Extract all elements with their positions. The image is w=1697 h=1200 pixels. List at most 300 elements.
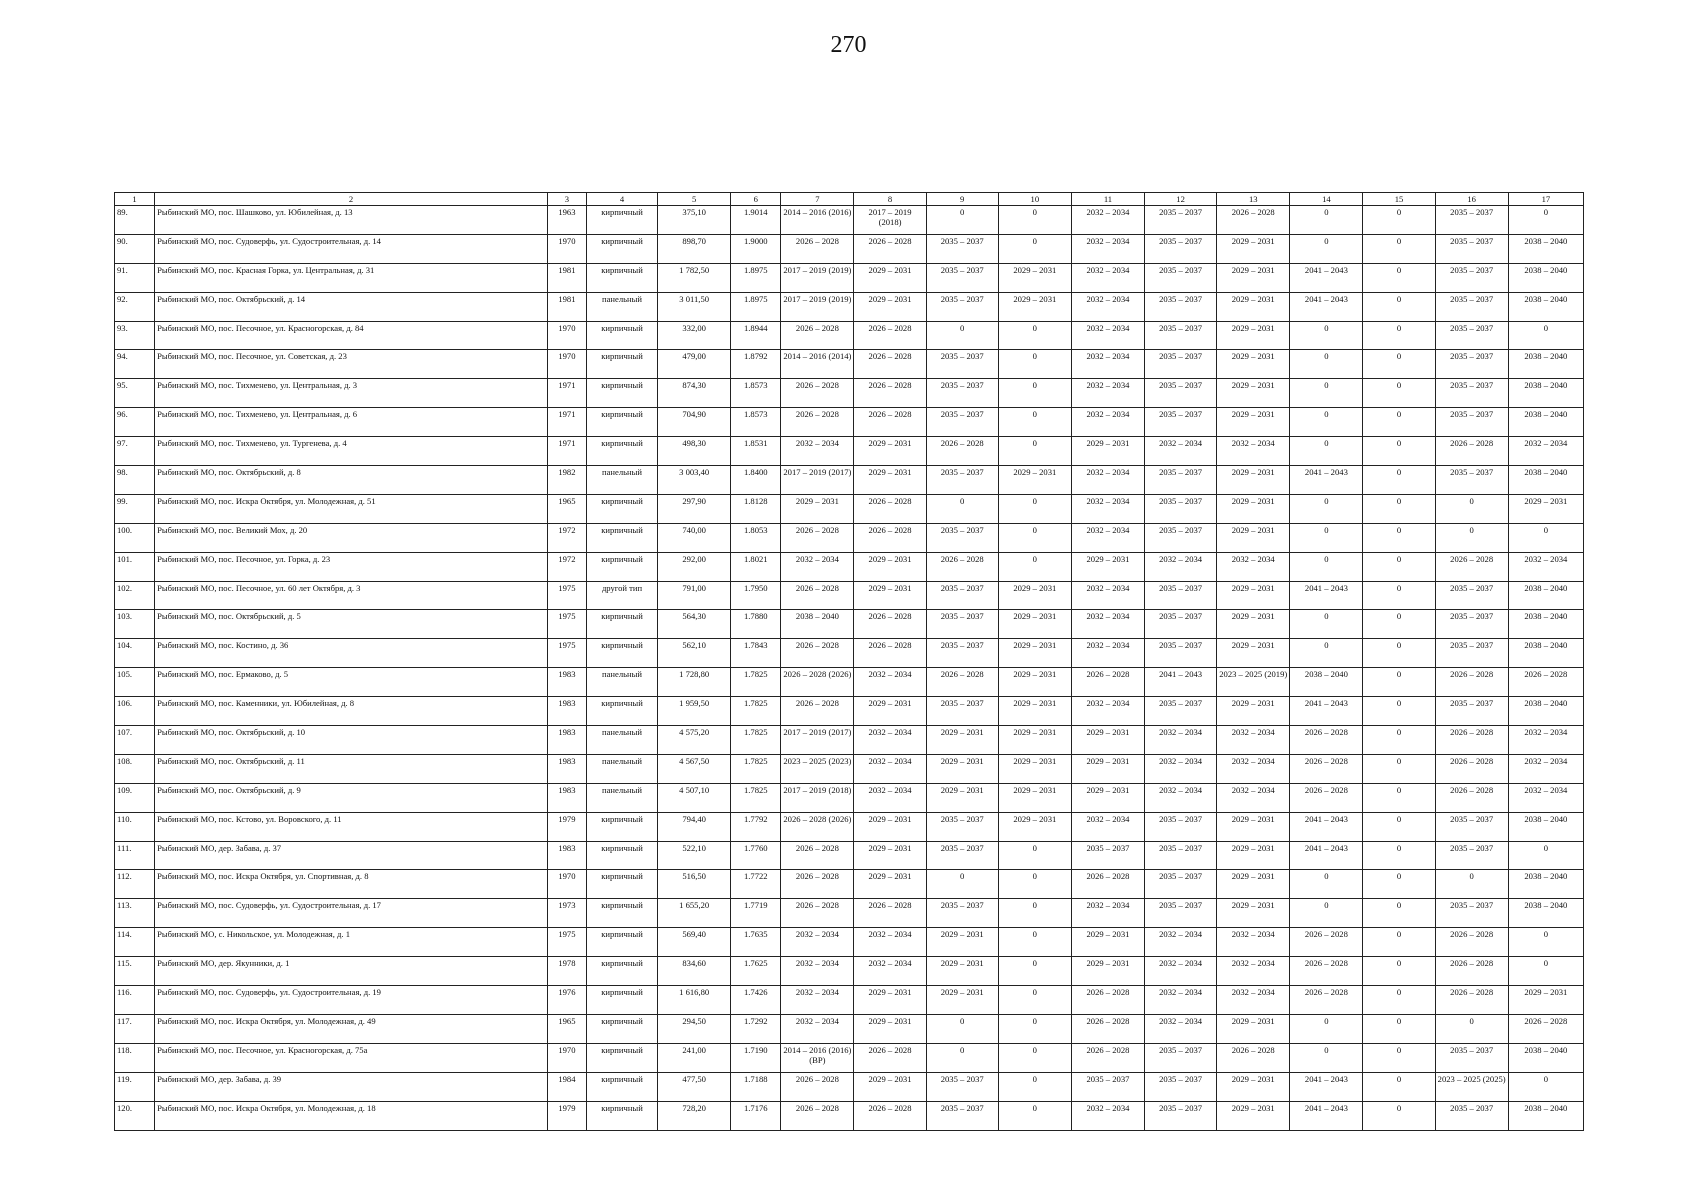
column-header-17: 17 — [1508, 193, 1583, 206]
row-number-cell: 120. — [115, 1101, 155, 1130]
table-cell: 2035 – 2037 — [1435, 466, 1508, 495]
table-cell: 2032 – 2034 — [781, 928, 854, 957]
table-cell: 2035 – 2037 — [926, 639, 998, 668]
table-cell: 728,20 — [658, 1101, 731, 1130]
table-cell: 2026 – 2028 — [1290, 783, 1363, 812]
table-row — [115, 350, 1584, 379]
table-cell: 0 — [1290, 408, 1363, 437]
table-cell: кирпичный — [586, 206, 657, 235]
table-cell: 0 — [1290, 552, 1363, 581]
table-cell: 1.8944 — [731, 321, 781, 350]
table-cell: 2029 – 2031 — [781, 494, 854, 523]
table-cell: кирпичный — [586, 379, 657, 408]
table-cell: 2014 – 2016 (2016) (ВР) — [781, 1043, 854, 1072]
houses-table — [114, 192, 1584, 1131]
table-cell: 2023 – 2025 (2019) — [1217, 668, 1290, 697]
table-cell: 2035 – 2037 — [926, 234, 998, 263]
table-cell: 2029 – 2031 — [1217, 1101, 1290, 1130]
row-number-cell: 116. — [115, 986, 155, 1015]
table-cell: 2026 – 2028 — [1290, 957, 1363, 986]
table-cell: 0 — [998, 986, 1071, 1015]
table-row — [115, 379, 1584, 408]
table-cell: 2029 – 2031 — [998, 610, 1071, 639]
table-cell: 2032 – 2034 — [1217, 437, 1290, 466]
table-cell: 2026 – 2028 — [1435, 957, 1508, 986]
table-cell: 0 — [1363, 523, 1435, 552]
table-cell: 1975 — [547, 610, 586, 639]
row-number-cell: 108. — [115, 754, 155, 783]
table-cell: 2029 – 2031 — [1217, 292, 1290, 321]
table-cell: 2026 – 2028 — [1217, 1043, 1290, 1072]
address-cell: Рыбинский МО, пос. Шашково, ул. Юбилейная, д. 13 — [155, 206, 548, 235]
table-cell: 2032 – 2034 — [854, 928, 926, 957]
table-cell: 0 — [1363, 581, 1435, 610]
table-cell: 2035 – 2037 — [1435, 697, 1508, 726]
table-cell: 2029 – 2031 — [1217, 379, 1290, 408]
page-number: 270 — [830, 32, 867, 58]
table-cell: 0 — [1363, 668, 1435, 697]
table-cell: 2026 – 2028 — [1508, 1014, 1583, 1043]
table-cell: 0 — [998, 408, 1071, 437]
table-cell: 2032 – 2034 — [1217, 957, 1290, 986]
table-cell: 2032 – 2034 — [1071, 292, 1144, 321]
table-cell: 562,10 — [658, 639, 731, 668]
table-cell: 1 959,50 — [658, 697, 731, 726]
table-cell: 1.7760 — [731, 841, 781, 870]
table-cell: 2026 – 2028 — [854, 1101, 926, 1130]
table-cell: 2026 – 2028 — [1435, 986, 1508, 1015]
table-row — [115, 581, 1584, 610]
table-cell: 1.7722 — [731, 870, 781, 899]
table-cell: 2029 – 2031 — [1217, 408, 1290, 437]
table-cell: 1.7625 — [731, 957, 781, 986]
table-cell: 0 — [1508, 206, 1583, 235]
table-cell: 2026 – 2028 — [781, 321, 854, 350]
table-cell: 2032 – 2034 — [1145, 1014, 1217, 1043]
row-number-cell: 101. — [115, 552, 155, 581]
address-cell: Рыбинский МО, дер. Забава, д. 39 — [155, 1072, 548, 1101]
table-cell: 2035 – 2037 — [1145, 379, 1217, 408]
table-cell: 0 — [1435, 870, 1508, 899]
table-cell: 0 — [1363, 206, 1435, 235]
table-cell: 1970 — [547, 321, 586, 350]
table-cell: 2026 – 2028 (2026) — [781, 812, 854, 841]
row-number-cell: 114. — [115, 928, 155, 957]
table-cell: 2035 – 2037 — [926, 408, 998, 437]
table-cell: 1.7825 — [731, 726, 781, 755]
table-cell: 2041 – 2043 — [1290, 1101, 1363, 1130]
table-cell: 2026 – 2028 — [781, 639, 854, 668]
row-number-cell: 115. — [115, 957, 155, 986]
table-cell: кирпичный — [586, 552, 657, 581]
table-cell: 2035 – 2037 — [1435, 321, 1508, 350]
table-cell: 569,40 — [658, 928, 731, 957]
table-cell: 2026 – 2028 — [1435, 552, 1508, 581]
table-cell: 2035 – 2037 — [1145, 292, 1217, 321]
table-cell: кирпичный — [586, 610, 657, 639]
table-cell: 2038 – 2040 — [781, 610, 854, 639]
table-cell: 1.8021 — [731, 552, 781, 581]
table-cell: 0 — [998, 437, 1071, 466]
table-cell: 2035 – 2037 — [926, 1101, 998, 1130]
table-cell: 0 — [1363, 292, 1435, 321]
table-cell: 2032 – 2034 — [1071, 379, 1144, 408]
table-cell: 0 — [1363, 697, 1435, 726]
table-cell: 2032 – 2034 — [1508, 783, 1583, 812]
table-cell: 2038 – 2040 — [1508, 466, 1583, 495]
table-cell: 2035 – 2037 — [1145, 610, 1217, 639]
table-cell: 2035 – 2037 — [1435, 610, 1508, 639]
table-cell: 0 — [1363, 1101, 1435, 1130]
table-cell: 1.7176 — [731, 1101, 781, 1130]
table-cell: 2026 – 2028 — [781, 1101, 854, 1130]
table-row — [115, 408, 1584, 437]
table-cell: 0 — [1290, 610, 1363, 639]
table-cell: 2035 – 2037 — [1145, 581, 1217, 610]
table-cell: 2032 – 2034 — [1071, 466, 1144, 495]
table-cell: 0 — [1290, 523, 1363, 552]
table-cell: 2029 – 2031 — [1217, 494, 1290, 523]
table-cell: 2035 – 2037 — [926, 841, 998, 870]
table-cell: 2026 – 2028 — [1290, 986, 1363, 1015]
table-cell: 297,90 — [658, 494, 731, 523]
table-cell: 2029 – 2031 — [926, 928, 998, 957]
table-row — [115, 899, 1584, 928]
table-cell: 2026 – 2028 — [1071, 986, 1144, 1015]
address-cell: Рыбинский МО, пос. Костино, д. 36 — [155, 639, 548, 668]
table-cell: 0 — [1508, 928, 1583, 957]
table-cell: 2026 – 2028 — [1508, 668, 1583, 697]
table-cell: кирпичный — [586, 841, 657, 870]
table-cell: 0 — [1363, 263, 1435, 292]
table-row — [115, 292, 1584, 321]
table-cell: 0 — [1290, 494, 1363, 523]
table-cell: 2026 – 2028 — [781, 899, 854, 928]
table-row — [115, 783, 1584, 812]
houses-table-container — [114, 192, 1584, 1131]
table-row — [115, 610, 1584, 639]
address-cell: Рыбинский МО, с. Никольское, ул. Молодежная, д. 1 — [155, 928, 548, 957]
table-cell: 2032 – 2034 — [781, 986, 854, 1015]
table-cell: 0 — [998, 523, 1071, 552]
column-header-15: 15 — [1363, 193, 1435, 206]
table-row — [115, 812, 1584, 841]
table-cell: 0 — [1508, 957, 1583, 986]
address-cell: Рыбинский МО, пос. Песочное, ул. Советская, д. 23 — [155, 350, 548, 379]
table-cell: 2026 – 2028 — [781, 841, 854, 870]
table-cell: 2038 – 2040 — [1508, 350, 1583, 379]
column-header-5: 5 — [658, 193, 731, 206]
table-cell: 0 — [1290, 639, 1363, 668]
table-cell: 1.7843 — [731, 639, 781, 668]
table-cell: 0 — [998, 1072, 1071, 1101]
table-cell: 2035 – 2037 — [1145, 350, 1217, 379]
table-cell: 0 — [1435, 523, 1508, 552]
table-cell: 2038 – 2040 — [1508, 812, 1583, 841]
table-cell: кирпичный — [586, 1072, 657, 1101]
table-cell: 2026 – 2028 — [926, 437, 998, 466]
table-cell: 1983 — [547, 668, 586, 697]
table-cell: 2041 – 2043 — [1290, 1072, 1363, 1101]
table-cell: 1971 — [547, 408, 586, 437]
table-cell: 1.7825 — [731, 754, 781, 783]
table-cell: 1965 — [547, 494, 586, 523]
table-cell: 2026 – 2028 — [781, 1072, 854, 1101]
address-cell: Рыбинский МО, пос. Тихменево, ул. Центральная, д. 6 — [155, 408, 548, 437]
table-cell: 1.8975 — [731, 292, 781, 321]
table-cell: 1 728,80 — [658, 668, 731, 697]
table-cell: 2038 – 2040 — [1508, 1043, 1583, 1072]
table-cell: 2035 – 2037 — [1145, 841, 1217, 870]
row-number-cell: 90. — [115, 234, 155, 263]
table-cell: 2029 – 2031 — [998, 783, 1071, 812]
table-cell: 2035 – 2037 — [1435, 841, 1508, 870]
table-cell: другой тип — [586, 581, 657, 610]
row-number-cell: 113. — [115, 899, 155, 928]
table-cell: 0 — [1435, 1014, 1508, 1043]
table-cell: 0 — [1363, 350, 1435, 379]
table-cell: 2026 – 2028 — [781, 523, 854, 552]
table-cell: 2029 – 2031 — [998, 263, 1071, 292]
table-cell: 2035 – 2037 — [1435, 263, 1508, 292]
table-row — [115, 697, 1584, 726]
table-cell: 2026 – 2028 (2026) — [781, 668, 854, 697]
table-cell: 2026 – 2028 — [1435, 437, 1508, 466]
table-cell: 2038 – 2040 — [1508, 870, 1583, 899]
table-cell: 2035 – 2037 — [1435, 581, 1508, 610]
row-number-cell: 95. — [115, 379, 155, 408]
table-cell: 0 — [1363, 754, 1435, 783]
table-cell: 2035 – 2037 — [1145, 870, 1217, 899]
column-header-7: 7 — [781, 193, 854, 206]
table-cell: 2026 – 2028 — [1071, 1014, 1144, 1043]
table-cell: панельный — [586, 466, 657, 495]
row-number-cell: 98. — [115, 466, 155, 495]
table-cell: 2032 – 2034 — [1071, 350, 1144, 379]
table-cell: 1.9000 — [731, 234, 781, 263]
table-cell: 3 011,50 — [658, 292, 731, 321]
table-cell: 1.8792 — [731, 350, 781, 379]
table-cell: 1972 — [547, 523, 586, 552]
table-cell: 2041 – 2043 — [1145, 668, 1217, 697]
table-cell: 0 — [1363, 726, 1435, 755]
address-cell: Рыбинский МО, пос. Песочное, ул. Красногорская, д. 75а — [155, 1043, 548, 1072]
table-cell: 2029 – 2031 — [998, 292, 1071, 321]
table-cell: 2032 – 2034 — [1145, 783, 1217, 812]
table-cell: 2038 – 2040 — [1508, 1101, 1583, 1130]
table-cell: 2026 – 2028 — [781, 697, 854, 726]
table-cell: 0 — [1290, 1043, 1363, 1072]
table-cell: 2032 – 2034 — [854, 754, 926, 783]
table-cell: 2026 – 2028 — [854, 639, 926, 668]
table-cell: 0 — [926, 321, 998, 350]
table-cell: 2029 – 2031 — [854, 466, 926, 495]
table-cell: 2026 – 2028 — [854, 234, 926, 263]
table-cell: 1 782,50 — [658, 263, 731, 292]
column-header-9: 9 — [926, 193, 998, 206]
table-cell: 0 — [1290, 870, 1363, 899]
table-cell: 2035 – 2037 — [1435, 1101, 1508, 1130]
table-cell: 794,40 — [658, 812, 731, 841]
table-cell: 2026 – 2028 — [1435, 783, 1508, 812]
table-cell: 2026 – 2028 — [1071, 668, 1144, 697]
table-cell: 2017 – 2019 (2019) — [781, 292, 854, 321]
table-cell: 2032 – 2034 — [1071, 321, 1144, 350]
table-cell: 0 — [1363, 1014, 1435, 1043]
table-cell: 2035 – 2037 — [1145, 206, 1217, 235]
address-cell: Рыбинский МО, пос. Судоверфь, ул. Судостроительная, д. 17 — [155, 899, 548, 928]
table-cell: 0 — [1363, 610, 1435, 639]
table-cell: 2029 – 2031 — [854, 870, 926, 899]
table-row — [115, 552, 1584, 581]
table-cell: 2029 – 2031 — [926, 726, 998, 755]
table-cell: 2026 – 2028 — [781, 408, 854, 437]
table-cell: 1.7825 — [731, 668, 781, 697]
table-cell: 0 — [1290, 379, 1363, 408]
table-cell: 0 — [1363, 783, 1435, 812]
table-cell: 2035 – 2037 — [1435, 292, 1508, 321]
table-cell: 2035 – 2037 — [1145, 1072, 1217, 1101]
table-cell: 241,00 — [658, 1043, 731, 1072]
table-cell: 0 — [1363, 552, 1435, 581]
table-cell: 2035 – 2037 — [1145, 639, 1217, 668]
table-cell: 2032 – 2034 — [1071, 812, 1144, 841]
table-cell: 1983 — [547, 697, 586, 726]
table-cell: 2023 – 2025 (2025) — [1435, 1072, 1508, 1101]
table-cell: 2029 – 2031 — [1071, 552, 1144, 581]
table-row — [115, 1072, 1584, 1101]
table-cell: 1.7825 — [731, 697, 781, 726]
row-number-cell: 103. — [115, 610, 155, 639]
address-cell: Рыбинский МО, пос. Тихменево, ул. Центральная, д. 3 — [155, 379, 548, 408]
table-cell: 4 507,10 — [658, 783, 731, 812]
table-cell: 2029 – 2031 — [998, 754, 1071, 783]
table-cell: 2029 – 2031 — [998, 697, 1071, 726]
table-cell: кирпичный — [586, 437, 657, 466]
table-cell: 1983 — [547, 754, 586, 783]
table-cell: 2032 – 2034 — [1071, 639, 1144, 668]
table-cell: 0 — [998, 379, 1071, 408]
table-cell: 1970 — [547, 1043, 586, 1072]
row-number-cell: 117. — [115, 1014, 155, 1043]
table-cell: 2026 – 2028 — [1290, 726, 1363, 755]
table-cell: 2029 – 2031 — [1217, 610, 1290, 639]
table-cell: 0 — [998, 1043, 1071, 1072]
table-row — [115, 986, 1584, 1015]
table-cell: кирпичный — [586, 928, 657, 957]
table-cell: 2029 – 2031 — [1217, 841, 1290, 870]
table-cell: 2035 – 2037 — [1145, 1101, 1217, 1130]
table-cell: 2032 – 2034 — [1071, 408, 1144, 437]
table-cell: 2041 – 2043 — [1290, 841, 1363, 870]
table-cell: 2035 – 2037 — [1145, 697, 1217, 726]
table-cell: 2035 – 2037 — [1435, 206, 1508, 235]
table-cell: 2035 – 2037 — [926, 523, 998, 552]
table-cell: панельный — [586, 292, 657, 321]
table-cell: 2026 – 2028 — [1217, 206, 1290, 235]
table-cell: 2035 – 2037 — [1145, 263, 1217, 292]
header-row — [115, 193, 1584, 206]
table-cell: 2032 – 2034 — [781, 957, 854, 986]
table-cell: 1981 — [547, 292, 586, 321]
table-cell: 2017 – 2019 (2018) — [781, 783, 854, 812]
table-cell: 0 — [1290, 899, 1363, 928]
table-cell: 2017 – 2019 (2017) — [781, 466, 854, 495]
table-cell: 2026 – 2028 — [1071, 870, 1144, 899]
table-cell: 2032 – 2034 — [1508, 552, 1583, 581]
table-cell: кирпичный — [586, 697, 657, 726]
row-number-cell: 99. — [115, 494, 155, 523]
address-cell: Рыбинский МО, пос. Октябрьский, д. 14 — [155, 292, 548, 321]
table-row — [115, 870, 1584, 899]
address-cell: Рыбинский МО, пос. Октябрьский, д. 5 — [155, 610, 548, 639]
row-number-cell: 107. — [115, 726, 155, 755]
table-cell: 2026 – 2028 — [781, 379, 854, 408]
table-cell: 1983 — [547, 783, 586, 812]
table-cell: 1971 — [547, 379, 586, 408]
column-header-12: 12 — [1145, 193, 1217, 206]
table-cell: 2029 – 2031 — [854, 437, 926, 466]
column-header-13: 13 — [1217, 193, 1290, 206]
table-cell: кирпичный — [586, 899, 657, 928]
table-cell: 2032 – 2034 — [1508, 754, 1583, 783]
table-cell: 2017 – 2019 (2017) — [781, 726, 854, 755]
table-cell: 0 — [998, 350, 1071, 379]
table-cell: 0 — [998, 928, 1071, 957]
column-header-4: 4 — [586, 193, 657, 206]
table-cell: 2029 – 2031 — [1071, 754, 1144, 783]
table-cell: 2029 – 2031 — [1508, 494, 1583, 523]
table-cell: 2035 – 2037 — [1435, 1043, 1508, 1072]
table-cell: 0 — [1363, 870, 1435, 899]
table-cell: 0 — [1290, 321, 1363, 350]
table-cell: 2026 – 2028 — [854, 899, 926, 928]
address-cell: Рыбинский МО, пос. Искра Октября, ул. Спортивная, д. 8 — [155, 870, 548, 899]
table-cell: 2029 – 2031 — [1217, 581, 1290, 610]
table-cell: 2029 – 2031 — [1508, 986, 1583, 1015]
table-cell: 1976 — [547, 986, 586, 1015]
table-cell: 1.7950 — [731, 581, 781, 610]
address-cell: Рыбинский МО, дер. Забава, д. 37 — [155, 841, 548, 870]
table-cell: 1975 — [547, 639, 586, 668]
table-cell: 2029 – 2031 — [998, 639, 1071, 668]
table-cell: 2029 – 2031 — [1217, 899, 1290, 928]
table-cell: 4 567,50 — [658, 754, 731, 783]
table-cell: 2035 – 2037 — [1435, 899, 1508, 928]
table-cell: панельный — [586, 783, 657, 812]
table-cell: 1.7292 — [731, 1014, 781, 1043]
table-cell: 2029 – 2031 — [854, 841, 926, 870]
table-cell: 1983 — [547, 841, 586, 870]
table-cell: 516,50 — [658, 870, 731, 899]
table-cell: 1984 — [547, 1072, 586, 1101]
table-cell: панельный — [586, 726, 657, 755]
table-cell: 0 — [1363, 841, 1435, 870]
table-cell: 375,10 — [658, 206, 731, 235]
table-cell: 0 — [1363, 466, 1435, 495]
table-cell: 2032 – 2034 — [1071, 697, 1144, 726]
table-cell: 1981 — [547, 263, 586, 292]
table-cell: 479,00 — [658, 350, 731, 379]
table-cell: 1973 — [547, 899, 586, 928]
table-cell: 2029 – 2031 — [1217, 697, 1290, 726]
table-cell: 3 003,40 — [658, 466, 731, 495]
table-cell: 2023 – 2025 (2023) — [781, 754, 854, 783]
table-cell: 2026 – 2028 — [854, 610, 926, 639]
table-cell: 1.8531 — [731, 437, 781, 466]
address-cell: Рыбинский МО, пос. Тихменево, ул. Тургенева, д. 4 — [155, 437, 548, 466]
table-cell: 0 — [1363, 928, 1435, 957]
